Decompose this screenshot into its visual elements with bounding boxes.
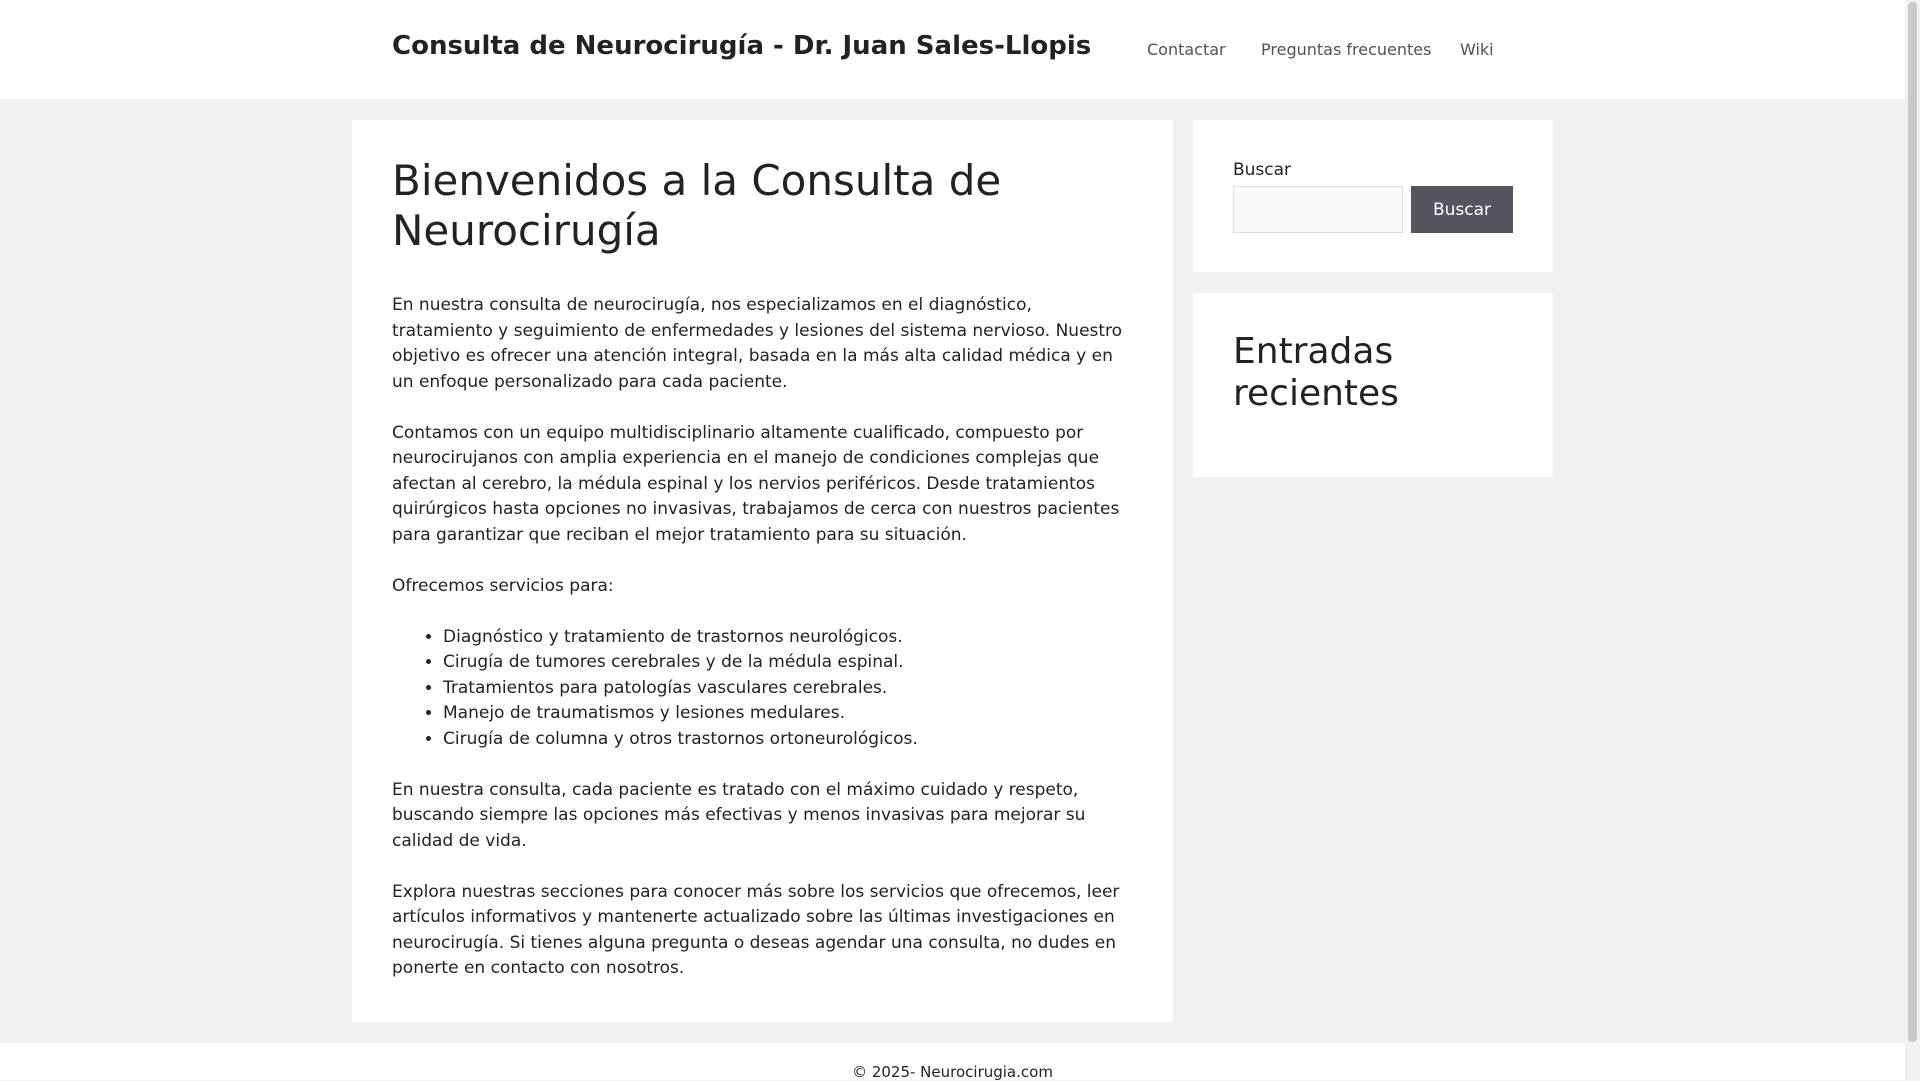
intro-paragraph: En nuestra consulta de neurocirugía, nos especializamos en el diagnóstico, tratamiento y seguimiento de enfermedades y lesiones del sistema nervioso. Nuestro objetivo es ofrecer una atención integral, basada en la más alta calidad médica y en un enfoque personalizado para cada paciente. (392, 295, 1123, 392)
services-list (392, 625, 1134, 753)
scrollbar-thumb[interactable] (1908, 2, 1917, 1042)
list-item: • Diagnóstico y tratamiento de trastornos neurológicos. (443, 625, 1134, 651)
search-input[interactable] (1233, 186, 1403, 233)
list-item: • Manejo de traumatismos y lesiones medulares. (443, 701, 1134, 727)
page-scrollbar[interactable] (1905, 0, 1920, 1080)
list-item: • Tratamientos para patologías vasculares cerebrales. (443, 676, 1134, 702)
explore-paragraph: Explora nuestras secciones para conocer más sobre los servicios que ofrecemos, leer artículos informativos y mantenerte actualizado sobre las últimas investigaciones en neurocirugía. Si tienes alguna pregunta o deseas agendar una consulta, no dudes en ponerte en contacto con nosotros. (392, 881, 1120, 978)
entry-content (392, 293, 1134, 1007)
nav-item-contactar[interactable]: Contactar (1147, 40, 1226, 59)
nav-item-wiki[interactable]: Wiki (1460, 40, 1494, 59)
search-button[interactable]: Buscar (1411, 186, 1513, 233)
site-footer (0, 1043, 1905, 1080)
search-widget (1193, 120, 1553, 272)
copyright-text: © 2025- Neurocirugia.com (852, 1063, 1053, 1081)
nav-item-preguntas-frecuentes[interactable]: Preguntas frecuentes (1261, 40, 1432, 59)
list-item: • Cirugía de columna y otros trastornos ortoneurológicos. (443, 727, 1134, 753)
page-title: Bienvenidos a la Consulta de Neurocirugía (392, 156, 1002, 255)
recent-posts-widget (1193, 293, 1553, 477)
recent-posts-title: Entradas recientes (1233, 331, 1399, 414)
main-content (352, 120, 1173, 1022)
services-intro: Ofrecemos servicios para: (392, 575, 614, 596)
team-paragraph: Contamos con un equipo multidisciplinario altamente cualificado, compuesto por neurocirujanos con amplia experiencia en el manejo de condiciones complejas que afectan al cerebro, la médula espinal y los nervios periféricos. Desde tratamientos quirúrgicos hasta opciones no invasivas, trabajamos de cerca con nuestros pacientes para garantizar que reciban el mejor tratamiento para su situación. (392, 422, 1120, 545)
care-paragraph: En nuestra consulta, cada paciente es tratado con el máximo cuidado y respeto, buscando siempre las opciones más efectivas y menos invasivas para mejorar su calidad de vida. (392, 779, 1086, 851)
main-navigation (0, 40, 1905, 60)
list-item: • Cirugía de tumores cerebrales y de la médula espinal. (443, 650, 1134, 676)
site-title[interactable]: Consulta de Neurocirugía - Dr. Juan Sales-Llopis (392, 31, 1092, 61)
site-header (0, 0, 1905, 99)
search-label: Buscar (1233, 160, 1292, 180)
